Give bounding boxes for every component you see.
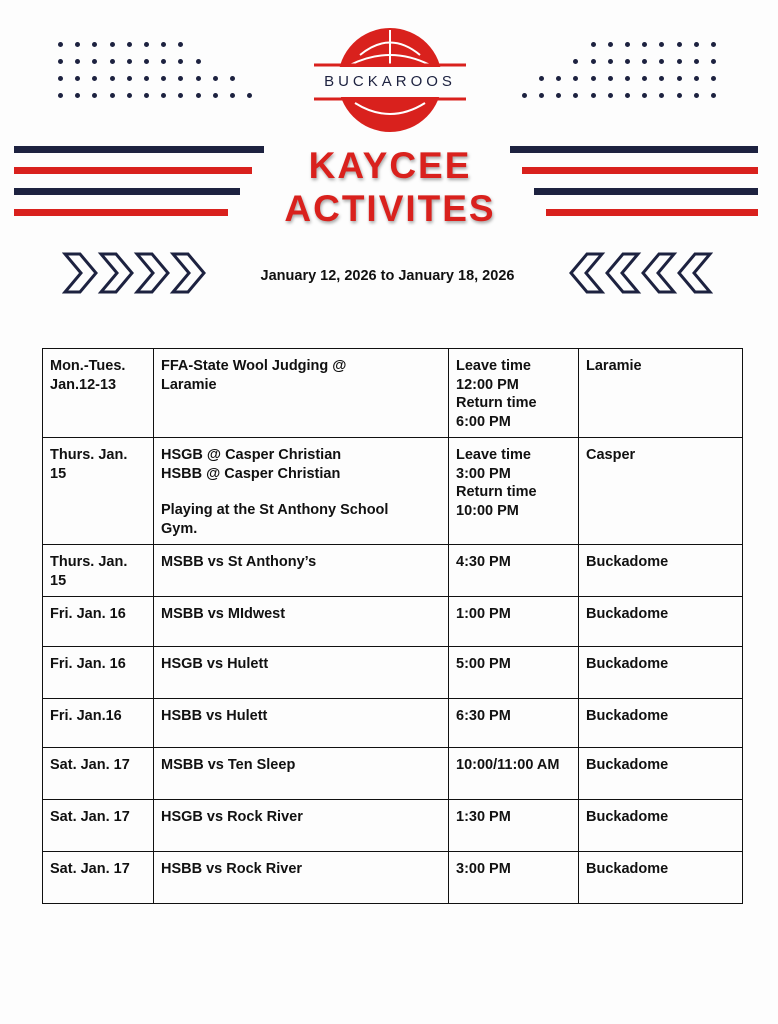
decor-dot <box>58 76 63 81</box>
date-text: Thurs. Jan. <box>50 554 128 570</box>
date-text: 15 <box>50 465 67 482</box>
decor-dot <box>58 59 63 64</box>
event-text: MSBB vs St Anthony’s <box>161 554 317 570</box>
decor-dot <box>110 42 115 47</box>
decor-dot <box>694 93 699 98</box>
decor-dot <box>75 59 80 64</box>
decor-dot <box>573 76 578 81</box>
decor-dot <box>110 93 115 98</box>
cell-event <box>154 748 449 800</box>
date-text: 15 <box>50 572 67 589</box>
table-row <box>43 597 743 647</box>
decor-dot <box>625 93 630 98</box>
decor-dot <box>127 76 132 81</box>
decor-dot <box>677 76 682 81</box>
time-text: 10:00 PM <box>456 502 519 519</box>
time-text: Return time <box>456 395 537 411</box>
page-title-line1: KAYCEE <box>308 145 472 186</box>
cell-location <box>579 438 743 545</box>
event-text: HSGB vs Hulett <box>161 656 269 672</box>
date-text: Jan.12-13 <box>50 376 117 393</box>
date-text: Fri. Jan. 16 <box>50 606 126 622</box>
cell-time <box>449 597 579 647</box>
decor-dot <box>625 76 630 81</box>
decor-dot <box>711 93 716 98</box>
location-text: Buckadome <box>586 606 669 622</box>
cell-location <box>579 748 743 800</box>
location-text: Buckadome <box>586 708 669 724</box>
cell-date <box>43 349 154 438</box>
decor-dot <box>178 59 183 64</box>
event-text: HSGB @ Casper Christian <box>161 447 342 463</box>
decor-dot <box>196 59 201 64</box>
cell-time <box>449 800 579 852</box>
decor-dot <box>677 93 682 98</box>
buckaroos-logo <box>300 25 480 140</box>
event-text: Laramie <box>161 376 217 393</box>
decor-dot <box>230 93 235 98</box>
decor-dot <box>58 42 63 47</box>
decor-dot <box>213 93 218 98</box>
event-text: Gym. <box>161 520 198 537</box>
cell-time <box>449 699 579 748</box>
cell-event <box>154 699 449 748</box>
decor-dot <box>178 93 183 98</box>
event-text: HSBB vs Hulett <box>161 708 268 724</box>
time-text: 5:00 PM <box>456 656 511 672</box>
cell-event <box>154 545 449 597</box>
decor-dot <box>196 76 201 81</box>
decor-dot <box>178 42 183 47</box>
cell-date <box>43 852 154 904</box>
decor-dot <box>659 59 664 64</box>
location-text: Buckadome <box>586 757 669 773</box>
cell-time <box>449 852 579 904</box>
decor-dot <box>92 59 97 64</box>
date-text: Fri. Jan. 16 <box>50 656 126 672</box>
decor-dot <box>75 42 80 47</box>
event-text: MSBB vs Ten Sleep <box>161 757 296 773</box>
time-text: 10:00/11:00 AM <box>456 757 560 773</box>
date-text: Mon.-Tues. <box>50 358 126 374</box>
time-text: Return time <box>456 484 537 500</box>
decor-dot <box>161 59 166 64</box>
decor-dot <box>694 59 699 64</box>
decor-dot <box>230 76 235 81</box>
decor-dot <box>625 59 630 64</box>
decor-dot <box>677 59 682 64</box>
logo-text: BUCKAROOS <box>324 73 456 90</box>
decor-dot <box>625 42 630 47</box>
time-text: 12:00 PM <box>456 376 519 393</box>
time-text: 6:30 PM <box>456 708 511 724</box>
decor-dot <box>711 42 716 47</box>
decor-dot <box>161 42 166 47</box>
date-text: Thurs. Jan. <box>50 447 128 463</box>
decor-dot <box>573 93 578 98</box>
decor-dot <box>58 93 63 98</box>
cell-location <box>579 597 743 647</box>
cell-location <box>579 699 743 748</box>
decor-dot <box>573 59 578 64</box>
cell-event <box>154 597 449 647</box>
cell-location <box>579 800 743 852</box>
cell-time <box>449 438 579 545</box>
event-text: MSBB vs MIdwest <box>161 606 286 622</box>
cell-time <box>449 748 579 800</box>
decor-dot <box>75 76 80 81</box>
decor-dot <box>127 59 132 64</box>
decor-dot <box>694 42 699 47</box>
table-row <box>43 852 743 904</box>
event-text: Playing at the St Anthony School <box>161 502 389 518</box>
decor-dot <box>144 93 149 98</box>
decor-dot <box>75 93 80 98</box>
date-text: Sat. Jan. 17 <box>50 757 130 773</box>
decor-dot <box>556 76 561 81</box>
cell-event <box>154 852 449 904</box>
decor-dot <box>110 76 115 81</box>
location-text: Buckadome <box>586 554 669 570</box>
cell-date <box>43 800 154 852</box>
location-text: Buckadome <box>586 809 669 825</box>
event-text: HSBB @ Casper Christian <box>161 465 341 482</box>
table-row <box>43 349 743 438</box>
time-text: 3:00 PM <box>456 465 511 482</box>
cell-date <box>43 545 154 597</box>
time-text: 6:00 PM <box>456 413 511 430</box>
decor-dot <box>711 76 716 81</box>
cell-date <box>43 647 154 699</box>
decor-dot <box>694 76 699 81</box>
decor-dot <box>92 42 97 47</box>
event-text <box>161 483 442 501</box>
decor-dot <box>92 76 97 81</box>
time-text: Leave time <box>456 447 531 463</box>
decor-dot <box>161 76 166 81</box>
decor-dot <box>144 59 149 64</box>
decor-dot <box>642 59 647 64</box>
decor-dot <box>247 93 252 98</box>
cell-event <box>154 800 449 852</box>
page-title-line2: ACTIVITES <box>284 188 496 229</box>
left-chevrons-icon <box>568 250 713 296</box>
cell-event <box>154 349 449 438</box>
decor-dot <box>161 93 166 98</box>
table-row <box>43 800 743 852</box>
event-text: HSBB vs Rock River <box>161 861 303 877</box>
decor-dot <box>591 76 596 81</box>
decor-dot <box>659 93 664 98</box>
decor-dot <box>127 42 132 47</box>
time-text: Leave time <box>456 358 531 374</box>
decor-dot <box>642 76 647 81</box>
table-row <box>43 545 743 597</box>
table-row <box>43 647 743 699</box>
location-text: Buckadome <box>586 656 669 672</box>
cell-time <box>449 545 579 597</box>
cell-time <box>449 349 579 438</box>
decor-dot <box>522 93 527 98</box>
decor-dot <box>591 59 596 64</box>
decor-dot <box>539 76 544 81</box>
location-text: Buckadome <box>586 861 669 877</box>
location-text: Casper <box>586 447 636 463</box>
event-text: HSGB vs Rock River <box>161 809 303 825</box>
decor-dot <box>556 93 561 98</box>
table-row <box>43 748 743 800</box>
cell-date <box>43 597 154 647</box>
decor-dot <box>144 76 149 81</box>
decor-dot <box>196 93 201 98</box>
cell-event <box>154 438 449 545</box>
decor-dot <box>539 93 544 98</box>
cell-location <box>579 349 743 438</box>
time-text: 4:30 PM <box>456 554 511 570</box>
date-range: January 12, 2026 to January 18, 2026 <box>260 268 515 284</box>
decor-dot <box>711 59 716 64</box>
cell-date <box>43 438 154 545</box>
decor-dot <box>608 59 613 64</box>
decor-dot <box>677 42 682 47</box>
decor-dot <box>608 76 613 81</box>
decor-dot <box>642 42 647 47</box>
table-row <box>43 438 743 545</box>
decor-dot <box>213 76 218 81</box>
time-text: 3:00 PM <box>456 861 511 877</box>
decor-dot <box>591 42 596 47</box>
time-text: 1:00 PM <box>456 606 511 622</box>
decor-dot <box>110 59 115 64</box>
decor-dot <box>608 93 613 98</box>
decor-dot <box>608 42 613 47</box>
decor-dot <box>178 76 183 81</box>
decor-dot <box>659 42 664 47</box>
decor-dot <box>144 42 149 47</box>
date-text: Fri. Jan.16 <box>50 708 122 724</box>
cell-location <box>579 545 743 597</box>
cell-time <box>449 647 579 699</box>
cell-location <box>579 852 743 904</box>
decor-dot <box>659 76 664 81</box>
schedule-table <box>42 348 743 904</box>
decor-dot <box>591 93 596 98</box>
cell-date <box>43 748 154 800</box>
cell-location <box>579 647 743 699</box>
right-chevrons-icon <box>62 250 207 296</box>
date-text: Sat. Jan. 17 <box>50 809 130 825</box>
decor-dot <box>92 93 97 98</box>
cell-date <box>43 699 154 748</box>
decor-dot <box>642 93 647 98</box>
time-text: 1:30 PM <box>456 809 511 825</box>
location-text: Laramie <box>586 358 642 374</box>
event-text: FFA-State Wool Judging @ <box>161 358 347 374</box>
decor-dot <box>127 93 132 98</box>
date-text: Sat. Jan. 17 <box>50 861 130 877</box>
cell-event <box>154 647 449 699</box>
table-row <box>43 699 743 748</box>
